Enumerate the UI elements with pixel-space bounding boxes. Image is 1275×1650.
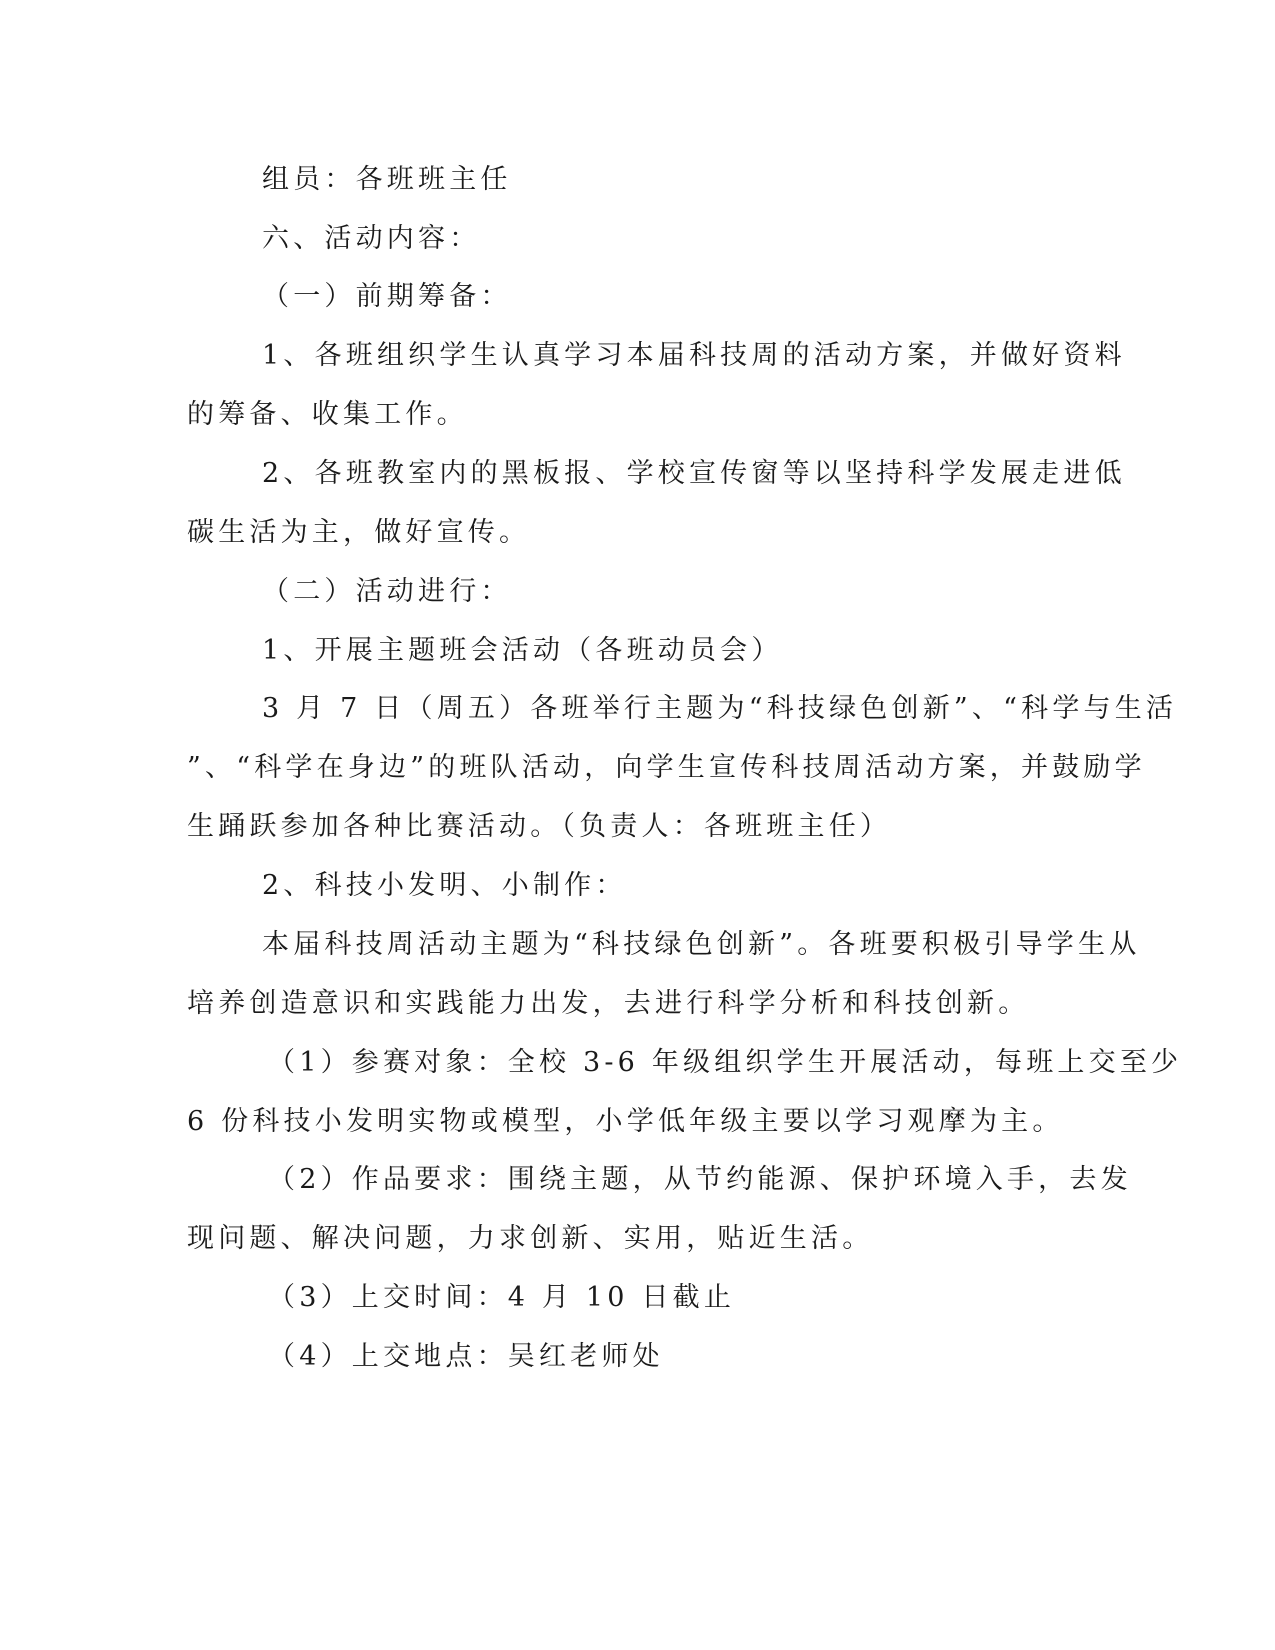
paragraph-line: ”、“科学在身边”的班队活动，向学生宣传科技周活动方案，并鼓励学: [187, 752, 1146, 783]
paragraph-line: 1、各班组织学生认真学习本届科技周的活动方案，并做好资料: [262, 340, 1126, 371]
paragraph-line: 现问题、解决问题，力求创新、实用，贴近生活。: [187, 1223, 874, 1254]
section-heading-activity-content: 六、活动内容：: [262, 223, 481, 254]
paragraph-line: 生踊跃参加各种比赛活动。（负责人：各班班主任）: [187, 811, 892, 842]
members-line: 组员：各班班主任: [262, 164, 512, 195]
paragraph-line: 本届科技周活动主题为“科技绿色创新”。各班要积极引导学生从: [262, 929, 1141, 960]
paragraph-line: 培养创造意识和实践能力出发，去进行科学分析和科技创新。: [187, 988, 1030, 1019]
paragraph-line: 2、科技小发明、小制作：: [262, 870, 627, 901]
subsection-heading-preparation: （一）前期筹备：: [262, 281, 512, 312]
list-item: （3）上交时间：4 月 10 日截止: [268, 1282, 736, 1313]
paragraph-line: 6 份科技小发明实物或模型，小学低年级主要以学习观摩为主。: [187, 1106, 1064, 1137]
paragraph-line: 3 月 7 日（周五）各班举行主题为“科技绿色创新”、“科学与生活: [262, 693, 1178, 724]
paragraph-line: 碳生活为主，做好宣传。: [187, 517, 531, 548]
paragraph-line: 的筹备、收集工作。: [187, 399, 468, 430]
paragraph-line: 1、开展主题班会活动（各班动员会）: [262, 635, 783, 666]
paragraph-line: 2、各班教室内的黑板报、学校宣传窗等以坚持科学发展走进低: [262, 458, 1126, 489]
subsection-heading-activity: （二）活动进行：: [262, 576, 512, 607]
list-item: （1）参赛对象：全校 3-6 年级组织学生开展活动，每班上交至少: [268, 1047, 1183, 1078]
list-item: （4）上交地点：吴红老师处: [268, 1341, 664, 1372]
list-item: （2）作品要求：围绕主题，从节约能源、保护环境入手，去发: [268, 1164, 1132, 1195]
